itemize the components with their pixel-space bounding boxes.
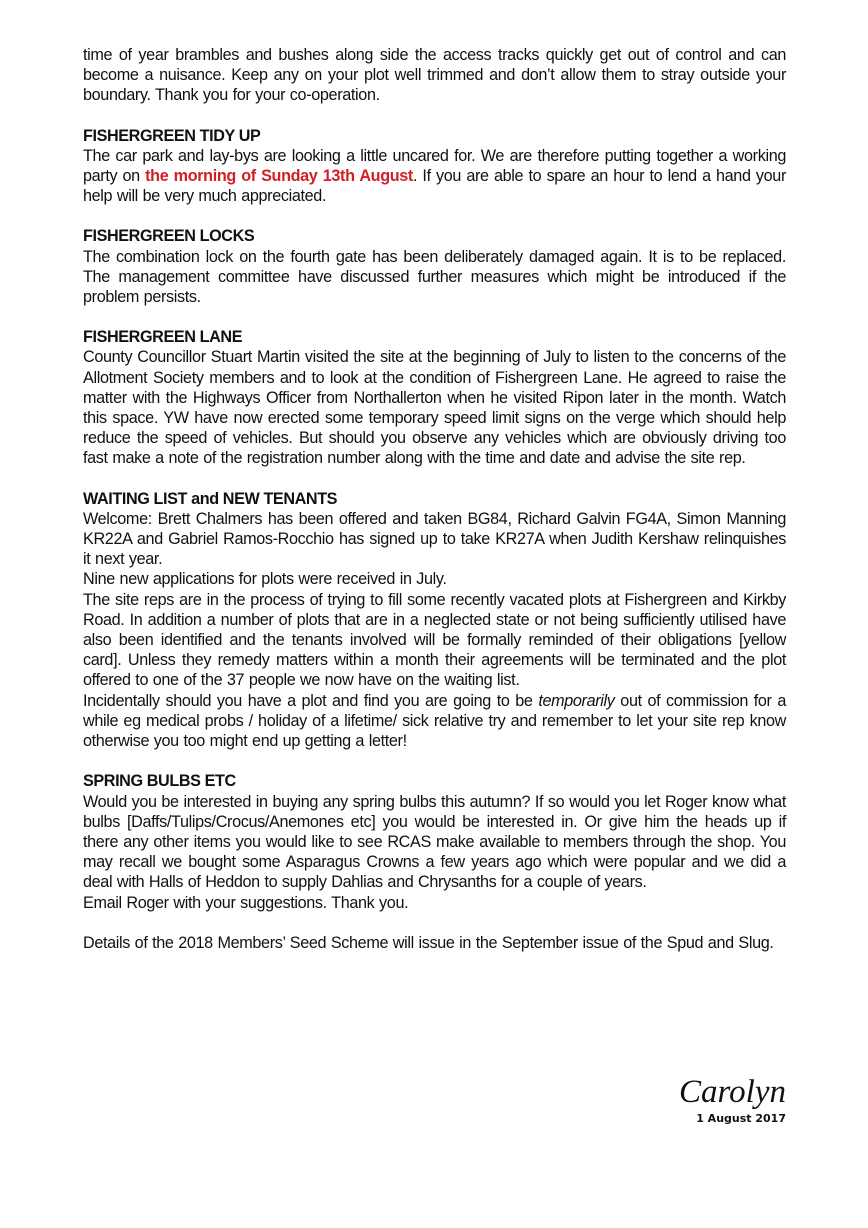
section-heading: WAITING LIST and NEW TENANTS [83,489,338,508]
closing-note [83,933,786,953]
signature-block [679,1074,786,1126]
signature-name: Carolyn [679,1074,786,1110]
paragraph-text: out of commission for a while eg medical probs / holiday of a lifetime/ sick relative try and remember to let your site rep know otherwise you too might end up getting a letter! [83,691,786,751]
section-paragraph: County Councillor Stuart Martin visited the site at the beginning of July to listen to the concerns of the Allotment Society members and to look at the condition of Fishergreen Lane. He agreed to raise the matter with the Highways Officer from Northallerton when he visited Ripon later in the month. Watch this space. YW have now erected some temporary speed limit signs on the verge which should help reduce the speed of vehicles. But should you observe any vehicles which are obviously driving too fast make a note of the registration number along with the time and date and advise the site rep. [83,348,786,468]
section-tidy-up [83,126,786,207]
section-locks [83,226,786,307]
newsletter-page [83,45,786,953]
section-waiting-list [83,489,786,752]
section-paragraph: Welcome: Brett Chalmers has been offered and taken BG84, Richard Galvin FG4A, Simon Manning KR22A and Gabriel Ramos-Rocchio has signed up to take KR27A when Judith Kershaw relinquishes it next year. [83,509,786,569]
section-paragraph [83,146,786,207]
section-heading: FISHERGREEN LOCKS [83,227,255,246]
section-paragraph: The site reps are in the process of trying to fill some recently vacated plots at Fishergreen and Kirkby Road. In addition a number of plots that are in a neglected state or not being sufficiently utilised have also been identified and the tenants involved will be formally reminded of their obligations [yellow card]. Unless they remedy matters within a month their agreements will be terminated and the plot offered to one of the 37 people we now have on the waiting list. [83,590,786,690]
closing-paragraph: Details of the 2018 Members’ Seed Scheme will issue in the September issue of the Spud and Slug. [83,933,774,952]
section-lane [83,327,786,468]
section-paragraph: Nine new applications for plots were received in July. [83,570,447,589]
paragraph-text: Incidentally should you have a plot and find you are going to be [83,691,539,710]
paragraph-text: The car park and lay-bys are looking a little uncared for. We are therefore putting together a working party on [83,146,786,186]
section-paragraph [83,691,786,752]
section-paragraph: The combination lock on the fourth gate has been deliberately damaged again. It is to be replaced. The management committee have discussed further measures which might be introduced if the problem persists. [83,247,786,307]
intro-paragraph: time of year brambles and bushes along side the access tracks quickly get out of control and can become a nuisance. Keep any on your plot well trimmed and don’t allow them to stray outside your boundary. Thank you for your co-operation. [83,46,786,105]
section-heading: FISHERGREEN LANE [83,328,243,347]
section-paragraph: Email Roger with your suggestions. Thank you. [83,893,409,912]
section-heading: SPRING BULBS ETC [83,772,236,791]
section-heading: FISHERGREEN TIDY UP [83,126,261,145]
section-spring-bulbs [83,771,786,912]
section-paragraph: Would you be interested in buying any spring bulbs this autumn? If so would you let Roger know what bulbs [Daffs/Tulips/Crocus/Anemones etc] you would be interested in. Or give him the heads up if there any other items you would like to see RCAS make available to members through the shop. You may recall we bought some Asparagus Crowns a few years ago which were popular and we did a deal with Halls of Heddon to supply Dahlias and Chrysanths for a couple of years. [83,792,786,892]
paragraph-text: . If you are able to spare an hour to lend a hand your help will be very much appreciated. [83,167,786,206]
highlighted-date: the morning of Sunday 13th August [145,167,413,186]
emphasis-text: temporarily [538,691,615,710]
signature-date: 1 August 2017 [696,1112,786,1125]
